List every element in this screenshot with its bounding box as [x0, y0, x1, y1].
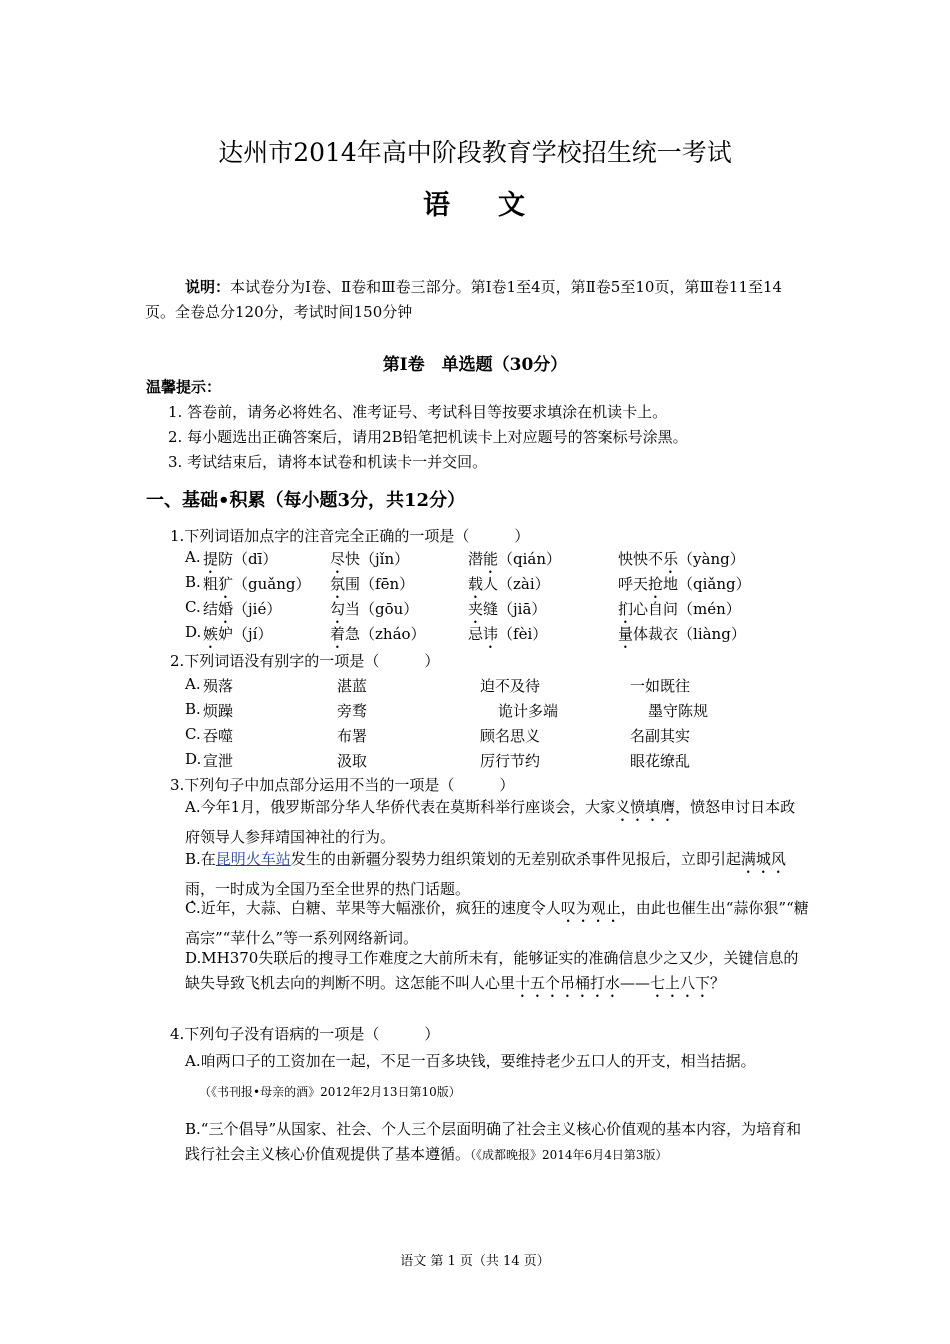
page-footer: 语文 第 1 页（共 14 页）	[400, 1254, 550, 1269]
word-item: 名副其实	[630, 727, 691, 745]
dotted-phrase: 义愤填膺	[615, 798, 676, 816]
pinyin-item: 夹缝（jiā）	[468, 600, 547, 618]
question-3-option-b: B.在昆明火车站发生的由新疆分裂势力组织策划的无差别砍杀事件见报后，立即引起满城风雨，一时成为全国乃至全世界的热门话题。	[185, 850, 786, 898]
tip-item: 3. 考试结束后，请将本试卷和机读卡一并交回。	[168, 453, 488, 471]
pinyin-item: 结婚（jié）	[203, 600, 282, 618]
pinyin-item: 潜能（qián）	[468, 550, 562, 568]
option-label: C.	[185, 598, 201, 616]
dotted-char: 嫉	[203, 625, 219, 643]
pinyin-item: 粗犷（guǎng）	[203, 575, 311, 593]
option-label: A.	[185, 675, 201, 693]
question-4-option-b-source: （《成都晚报》2014年6月4日第3版）	[470, 1148, 668, 1162]
word-item: 一如既往	[630, 677, 691, 695]
word-item: 迫不及待	[480, 677, 541, 695]
dotted-char: 提	[203, 550, 219, 568]
word-item: 墨守陈规	[648, 702, 709, 720]
dotted-char: 着	[330, 625, 346, 643]
option-label: B.	[185, 573, 201, 591]
option-label: A.	[185, 548, 201, 566]
tip-item: 2. 每小题选出正确答案后，请用2B铅笔把机读卡上对应题号的答案标号涂黑。	[168, 428, 688, 446]
word-item: 宣泄	[203, 752, 234, 770]
subject-char-2: 文	[498, 190, 527, 221]
dotted-char: 量	[618, 625, 634, 643]
question-4-stem: 4.下列句子没有语病的一项是（ ）	[170, 1025, 440, 1043]
exam-instructions	[145, 275, 810, 325]
option-label: D.	[185, 623, 202, 641]
pinyin-item: 着急（zháo）	[330, 625, 426, 643]
word-item: 厉行节约	[480, 752, 541, 770]
dotted-char: 乐	[663, 550, 679, 568]
pinyin-item: 载人（zài）	[468, 575, 550, 593]
pinyin-item: 呼天抢地（qiǎng）	[618, 575, 751, 593]
pinyin-item: 嫉妒（jí）	[203, 625, 273, 643]
word-item: 吞噬	[203, 727, 234, 745]
pinyin-item: 勾当（gōu）	[330, 600, 419, 618]
pinyin-item: 氛围（fēn）	[330, 575, 415, 593]
question-3-option-d: D.MH370失联后的搜寻工作难度之大前所未有，能够证实的准确信息少之又少，关键信息的缺失导致飞机去向的判断不明。这怎能不叫人心里十五个吊桶打水——七上八下？	[185, 949, 799, 992]
word-item: 诡计多端	[498, 702, 559, 720]
section-1-heading: 一、基础•积累（每小题3分，共12分）	[146, 490, 466, 511]
pinyin-item: 量体裁衣（liàng）	[618, 625, 746, 643]
dotted-char: 氛	[330, 575, 346, 593]
question-4-option-b: B.“三个倡导”从国家、社会、个人三个层面明确了社会主义核心价值观的基本内容，为培育和践行社会主义核心价值观提供了基本遵循。（《成都晚报》2014年6月4日第3版）	[185, 1120, 802, 1163]
question-3-stem: 3.下列句子中加点部分运用不当的一项是（ ）	[170, 776, 515, 794]
dotted-char: 勾	[330, 600, 346, 618]
question-3-option-c: C.近年，大蒜、白糖、苹果等大幅涨价，疯狂的速度令人叹为观止，由此也催生出“蒜你狠”“糖高宗”“苹什么”等一系列网络新词。	[185, 899, 809, 947]
part-1-heading: 第Ⅰ卷 单选题（30分）	[382, 355, 568, 375]
word-item: 汲取	[337, 752, 368, 770]
question-4-option-a-source: （《书刊报•母亲的酒》2012年2月13日第10版）	[199, 1085, 461, 1099]
question-2-stem: 2.下列词语没有别字的一项是（ ）	[170, 652, 440, 670]
dotted-char: 夹	[468, 600, 484, 618]
subject-char-1: 语	[423, 190, 452, 221]
instructions-text: 本试卷分为Ⅰ卷、Ⅱ卷和Ⅲ卷三部分。第Ⅰ卷1至4页，第Ⅱ卷5至10页，第Ⅲ卷11至14页。全卷总分120分，考试时间150分钟	[145, 278, 783, 321]
exam-title: 达州市2014年高中阶段教育学校招生统一考试	[218, 138, 732, 167]
dotted-phrase: 叹为观止	[560, 899, 621, 917]
dotted-phrase: 满城风雨	[185, 850, 786, 898]
dotted-char: 婚	[218, 600, 234, 618]
option-label: D.	[185, 750, 202, 768]
dotted-char: 抢	[648, 575, 664, 593]
dotted-char: 载	[468, 575, 484, 593]
tips-heading: 温馨提示：	[146, 378, 222, 396]
option-label: B.	[185, 700, 201, 718]
pinyin-item: 扪心自问（mén）	[618, 600, 741, 618]
word-item: 烦躁	[203, 702, 234, 720]
option-label: C.	[185, 725, 201, 743]
pinyin-item: 提防（dī）	[203, 550, 278, 568]
tip-item: 1. 答卷前，请务必将姓名、准考证号、考试科目等按要求填涂在机读卡上。	[168, 403, 668, 421]
pinyin-item: 忌讳（fèi）	[468, 625, 548, 643]
pinyin-item: 怏怏不乐（yàng）	[618, 550, 745, 568]
pinyin-item: 尽快（jǐn）	[330, 550, 410, 568]
word-item: 湛蓝	[337, 677, 368, 695]
dotted-char: 犷	[218, 575, 234, 593]
question-3-option-a: A.今年1月，俄罗斯部分华人华侨代表在莫斯科举行座谈会，大家义愤填膺，愤怒申讨日本政府领导人参拜靖国神社的行为。	[185, 798, 796, 846]
instructions-label: 说明：	[185, 278, 231, 296]
kunming-station-link[interactable]: 昆明火车站	[215, 850, 291, 868]
question-1-stem: 1.下列词语加点字的注音完全正确的一项是（ ）	[170, 527, 530, 545]
word-item: 眼花缭乱	[630, 752, 691, 770]
word-item: 殒落	[203, 677, 234, 695]
subject-title	[0, 183, 950, 222]
dotted-char: 讳	[483, 625, 499, 643]
dotted-char: 尽	[330, 550, 346, 568]
dotted-char: 能	[483, 550, 499, 568]
word-item: 顾名思义	[480, 727, 541, 745]
dotted-char: 扪	[618, 600, 634, 618]
word-item: 布署	[337, 727, 368, 745]
word-item: 旁骛	[337, 702, 368, 720]
question-4-option-a: A.咱两口子的工资加在一起，不足一百多块钱，要维持老少五口人的开支，相当拮据。	[185, 1052, 756, 1070]
dotted-phrase: 十五个吊桶打水——七上八下	[515, 974, 711, 992]
